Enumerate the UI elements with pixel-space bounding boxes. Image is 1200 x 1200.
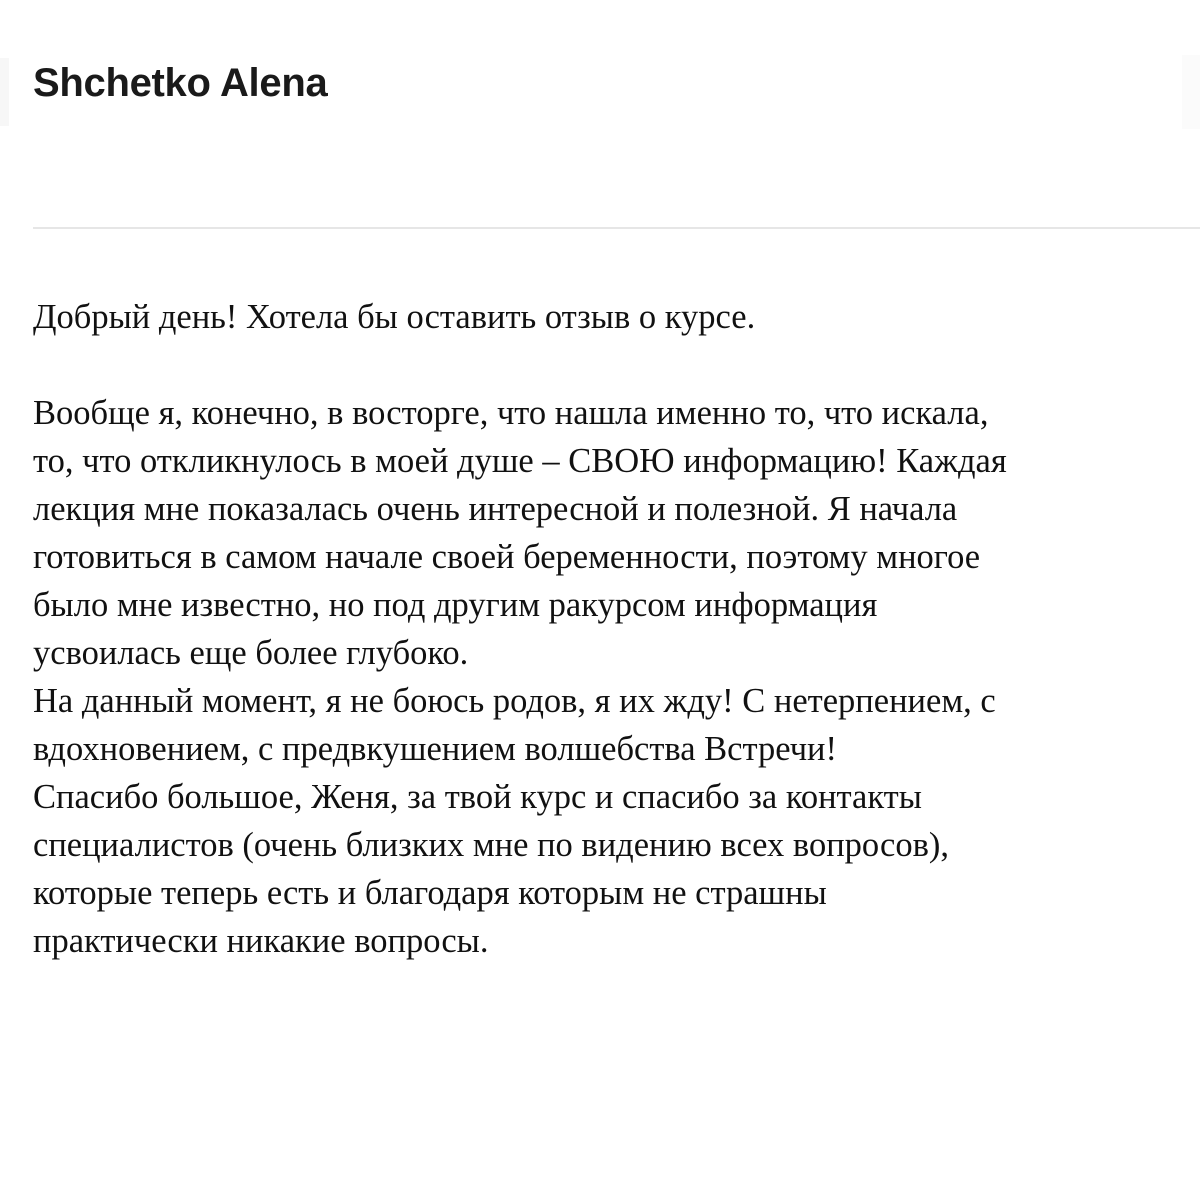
- panel-right-edge: [1182, 55, 1200, 129]
- message-line: На данный момент, я не боюсь родов, я их жду! С нетерпением, с: [33, 682, 996, 720]
- message-line: практически никакие вопросы.: [33, 922, 489, 960]
- message-line: готовиться в самом начале своей беременности, поэтому многое: [33, 538, 981, 576]
- message-line: Спасибо большое, Женя, за твой курс и спасибо за контакты: [33, 778, 922, 816]
- panel-left-edge: [0, 58, 9, 126]
- message-line: вдохновением, с предвкушением волшебства Встречи!: [33, 730, 837, 768]
- message-line: Вообще я, конечно, в восторге, что нашла именно то, что искала,: [33, 394, 989, 432]
- message-line: специалистов (очень близких мне по видению всех вопросов),: [33, 826, 950, 864]
- paragraph-gap: [33, 341, 1193, 389]
- message-body: [33, 293, 1193, 965]
- message-greeting: Добрый день! Хотела бы оставить отзыв о курсе.: [33, 298, 756, 336]
- header-divider: [33, 227, 1200, 229]
- message-line: то, что откликнулось в моей душе – СВОЮ информацию! Каждая: [33, 442, 1007, 480]
- message-line: было мне известно, но под другим ракурсом информация: [33, 586, 878, 624]
- message-line: усвоилась еще более глубоко.: [33, 634, 469, 672]
- sender-name: Shchetko Alena: [33, 61, 328, 105]
- message-line: лекция мне показалась очень интересной и полезной. Я начала: [33, 490, 958, 528]
- message-line: которые теперь есть и благодаря которым не страшны: [33, 874, 827, 912]
